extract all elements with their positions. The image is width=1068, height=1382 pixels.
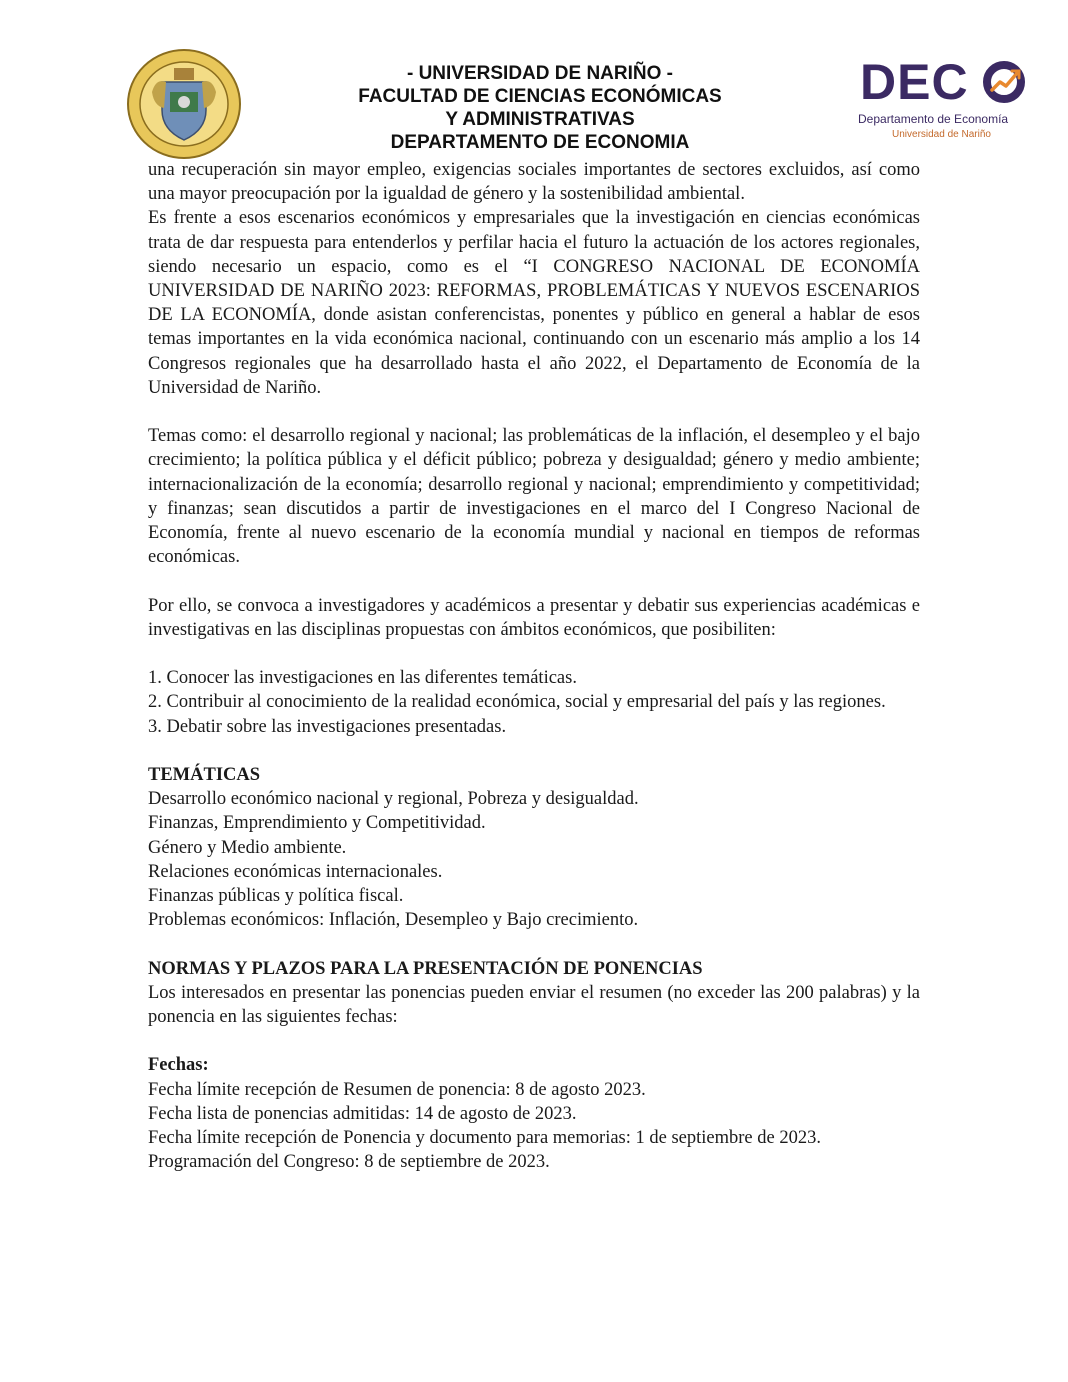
deco-logo (856, 54, 1036, 149)
header-titles (290, 62, 790, 154)
objective-item: 2. Contribuir al conocimiento de la realidad económica, social y empresarial del país y las regiones. (148, 692, 886, 713)
deco-logo-word: DEC (860, 54, 969, 110)
deco-logo-subtitle2: Universidad de Nariño (892, 129, 991, 140)
page-header (0, 48, 1068, 158)
objective-item: 3. Debatir sobre las investigaciones presentadas. (148, 716, 507, 737)
normas-heading: NORMAS Y PLAZOS PARA LA PRESENTACIÓN DE PONENCIAS (148, 958, 703, 979)
deco-logo-o-icon (982, 60, 1026, 104)
deco-logo-subtitle: Departamento de Economía (858, 112, 1009, 126)
fecha-item: Fecha lista de ponencias admitidas: 14 de agosto de 2023. (148, 1103, 577, 1124)
paragraph-topics: Temas como: el desarrollo regional y nacional; las problemáticas de la inflación, el desempleo y el bajo crecimiento; la política pública y el déficit público; pobreza y desigualdad; género y medio ambiente; internacionalización de la economía; desarrollo regional y nacional; emprendimiento y competitividad; y finanzas; sean discutidos a partir de investigaciones en el marco del I Congreso Nacional de Economía, frente al nuevo escenario de la economía mundial y nacional en tiempos de reformas económicas. (148, 426, 920, 568)
tematica-item: Finanzas, Emprendimiento y Competitividad. (148, 813, 486, 834)
department-name: DEPARTAMENTO DE ECONOMIA (390, 132, 690, 153)
tematica-item: Problemas económicos: Inflación, Desempleo y Bajo crecimiento. (148, 910, 639, 931)
tematica-item: Género y Medio ambiente. (148, 837, 347, 858)
tematicas-heading: TEMÁTICAS (148, 765, 261, 786)
fechas-heading: Fechas: (148, 1055, 209, 1076)
fecha-item: Fecha límite recepción de Ponencia y documento para memorias: 1 de septiembre de 2023. (148, 1128, 821, 1149)
fecha-item: Fecha límite recepción de Resumen de ponencia: 8 de agosto 2023. (148, 1079, 646, 1100)
paragraph-intro-2: Es frente a esos escenarios económicos y empresariales que la investigación en ciencias económicas trata de dar respuesta para entenderlos y perfilar hacia el futuro la actuación de los actores regionales, siendo necesario un espacio, como es el “I CONGRESO NACIONAL DE ECONOMÍA UNIVERSIDAD DE NARIÑO 2023: REFORMAS, PROBLEMÁTICAS Y NUEVOS ESCENARIOS DE LA ECONOMÍA, donde asistan conferencistas, ponentes y público en general a hablar de esos temas importantes en la vida económica nacional, continuando con un escenario más amplio a los 14 Congresos regionales que ha desarrollado hasta el año 2022, el Departamento de Economía de la Universidad de Nariño. (148, 208, 920, 398)
tematicas-section (148, 763, 920, 932)
objective-item: 1. Conocer las investigaciones en las diferentes temáticas. (148, 668, 577, 689)
normas-section (148, 957, 920, 1030)
faculty-name-line2: Y ADMINISTRATIVAS (445, 109, 635, 130)
document-body (148, 158, 920, 1174)
tematica-item: Relaciones económicas internacionales. (148, 861, 443, 882)
paragraph-call: Por ello, se convoca a investigadores y académicos a presentar y debatir sus experiencias académicas e investigativas en las disciplinas propuestas con ámbitos económicos, que posibiliten: (148, 595, 920, 640)
paragraph-intro-1: una recuperación sin mayor empleo, exigencias sociales importantes de sectores excluidos, así como una mayor preocupación por la igualdad de género y la sostenibilidad ambiental. (148, 160, 920, 205)
university-name: - UNIVERSIDAD DE NARIÑO - (406, 63, 673, 84)
university-seal-icon (126, 48, 242, 160)
normas-text: Los interesados en presentar las ponencias pueden enviar el resumen (no exceder las 200 palabras) y la ponencia en las siguientes fechas: (148, 982, 920, 1028)
fechas-section (148, 1053, 920, 1174)
tematica-item: Desarrollo económico nacional y regional, Pobreza y desigualdad. (148, 789, 639, 810)
fecha-item: Programación del Congreso: 8 de septiembre de 2023. (148, 1152, 550, 1173)
objectives-list (148, 666, 920, 739)
faculty-name-line1: FACULTAD DE CIENCIAS ECONÓMICAS (358, 86, 722, 107)
tematica-item: Finanzas públicas y política fiscal. (148, 886, 404, 907)
